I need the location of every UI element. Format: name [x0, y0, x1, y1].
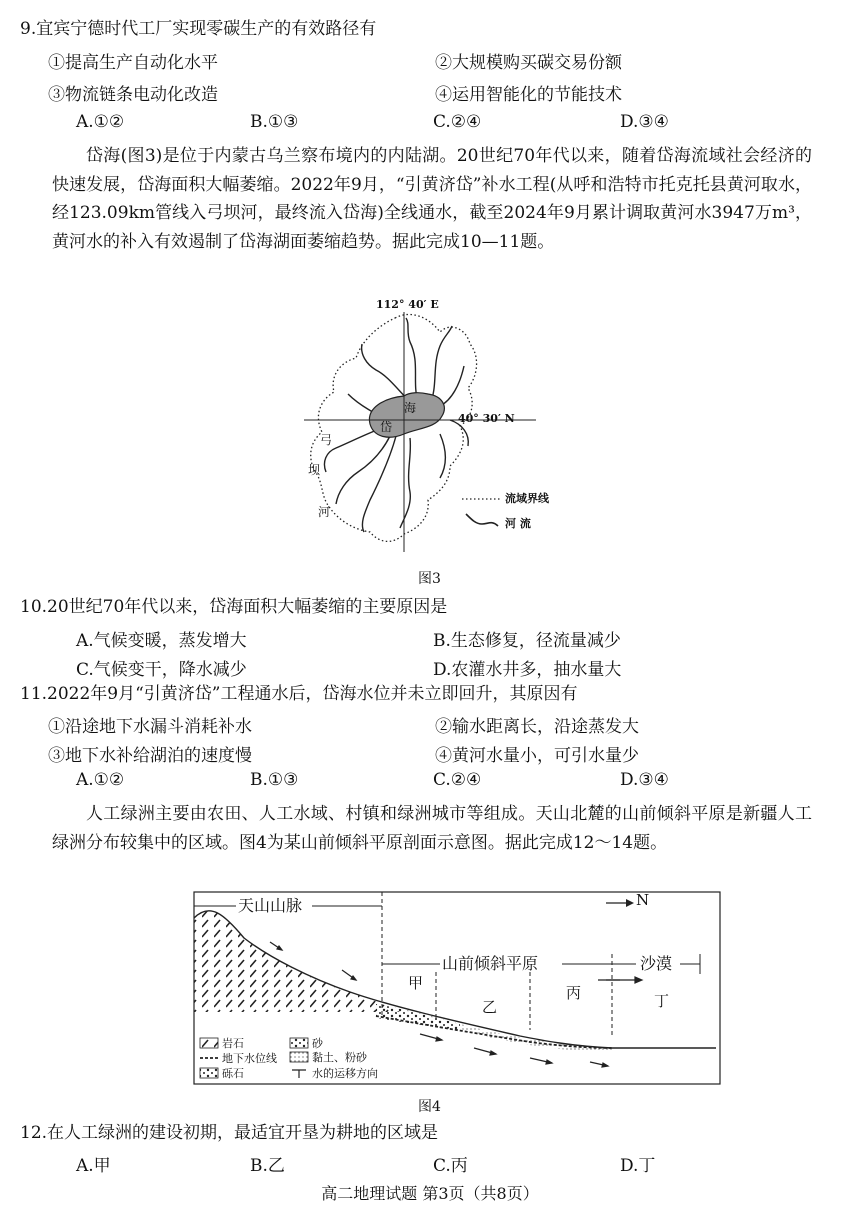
q10-choice-a: A.气候变暖，蒸发增大 — [76, 631, 247, 651]
q12-choice-c: C.丙 — [433, 1156, 468, 1176]
q9-choice-c: C.②④ — [433, 112, 482, 132]
zone-jia: 甲 — [408, 974, 424, 992]
q9-item-2: ②大规模购买碳交易份额 — [435, 53, 622, 73]
label-plain: 山前倾斜平原 — [442, 954, 539, 973]
q12-choice-d: D.丁 — [620, 1156, 656, 1176]
legend-sand: 砂 — [312, 1037, 323, 1050]
q9-item-3: ③物流链条电动化改造 — [48, 85, 218, 105]
figure-3-map — [300, 296, 540, 566]
boundary-legend-line — [462, 494, 502, 504]
q12-choice-b: B.乙 — [250, 1156, 285, 1176]
q11-item-1: ①沿途地下水漏斗消耗补水 — [48, 717, 252, 737]
q9-stem: 9.宜宾宁德时代工厂实现零碳生产的有效路径有 — [20, 19, 377, 39]
passage-oasis: 人工绿洲主要由农田、人工水域、村镇和绿洲城市等组成。天山北麓的山前倾斜平原是新疆人工绿洲分布较集中的区域。图4为某山前倾斜平原剖面示意图。据此完成12～14题。 — [52, 804, 812, 853]
lon-label: 112° 40′ E — [376, 298, 439, 311]
legend-water-flow: 水的运移方向 — [312, 1067, 378, 1080]
legend-water-table: 地下水位线 — [222, 1052, 277, 1065]
north-label: N — [636, 891, 650, 909]
q11-item-2: ②输水距离长，沿途蒸发大 — [435, 717, 639, 737]
river-label-1: 弓 — [320, 433, 333, 447]
q9-item-1: ①提高生产自动化水平 — [48, 53, 218, 73]
q10-choice-d: D.农灌水井多，抽水量大 — [433, 660, 622, 680]
legend-clay: 黏土、粉砂 — [312, 1051, 367, 1064]
lake-label-1: 海 — [404, 401, 417, 415]
q10-choice-c: C.气候变干，降水减少 — [76, 660, 247, 680]
zone-yi: 乙 — [482, 998, 498, 1016]
q11-choice-a: A.①② — [76, 770, 125, 790]
river-legend-icon — [462, 510, 502, 530]
figure-4-caption: 图4 — [418, 1099, 441, 1115]
passage-daihai: 岱海(图3)是位于内蒙古乌兰察布境内的内陆湖。20世纪70年代以来，随着岱海流域社会经济的快速发展，岱海面积大幅萎缩。2022年9月，“引黄济岱”补水工程(从呼和浩特市托克托县黄河取水，经123.09km管线入弓坝河，最终流入岱海)全线通水，截至2024年9月累计调取黄河水3947万m³，黄河水的补入有效遏制了岱海湖面萎缩趋势。据此完成10—11题。 — [52, 146, 812, 252]
boundary-legend-label: 流域界线 — [505, 492, 549, 505]
zone-ding: 丁 — [654, 992, 670, 1010]
legend-gravel: 砾石 — [222, 1067, 244, 1080]
q11-item-3: ③地下水补给湖泊的速度慢 — [48, 746, 252, 766]
label-desert: 沙漠 — [640, 954, 673, 973]
figure-4-legend — [200, 1036, 378, 1080]
page-footer: 高二地理试题 第3页（共8页） — [321, 1184, 539, 1203]
lake-label-2: 岱 — [380, 420, 393, 434]
q11-choice-d: D.③④ — [620, 770, 669, 790]
q9-choice-a: A.①② — [76, 112, 125, 132]
river-legend-label: 河 流 — [505, 517, 531, 530]
q10-stem: 10.20世纪70年代以来，岱海面积大幅萎缩的主要原因是 — [20, 597, 448, 617]
label-tianshan: 天山山脉 — [238, 896, 303, 915]
north-arrow — [606, 898, 636, 908]
q10-choice-b: B.生态修复，径流量减少 — [433, 631, 621, 651]
figure-3-caption: 图3 — [418, 571, 441, 587]
q11-stem: 11.2022年9月“引黄济岱”工程通水后，岱海水位并未立即回升，其原因有 — [20, 684, 578, 704]
river-label-3: 河 — [318, 505, 331, 519]
lat-label: 40° 30′ N — [458, 412, 515, 425]
q11-choice-b: B.①③ — [250, 770, 299, 790]
q9-choice-d: D.③④ — [620, 112, 669, 132]
q11-item-4: ④黄河水量小，可引水量少 — [435, 746, 639, 766]
q11-choice-c: C.②④ — [433, 770, 482, 790]
figure-4-profile — [190, 888, 730, 1088]
river-label-2: 坝 — [308, 463, 321, 477]
legend-rock: 岩石 — [222, 1037, 244, 1050]
q12-choice-a: A.甲 — [76, 1156, 111, 1176]
q12-stem: 12.在人工绿洲的建设初期，最适宜开垦为耕地的区域是 — [20, 1123, 439, 1143]
zone-bing: 丙 — [566, 984, 582, 1002]
q9-item-4: ④运用智能化的节能技术 — [435, 85, 622, 105]
q9-choice-b: B.①③ — [250, 112, 299, 132]
